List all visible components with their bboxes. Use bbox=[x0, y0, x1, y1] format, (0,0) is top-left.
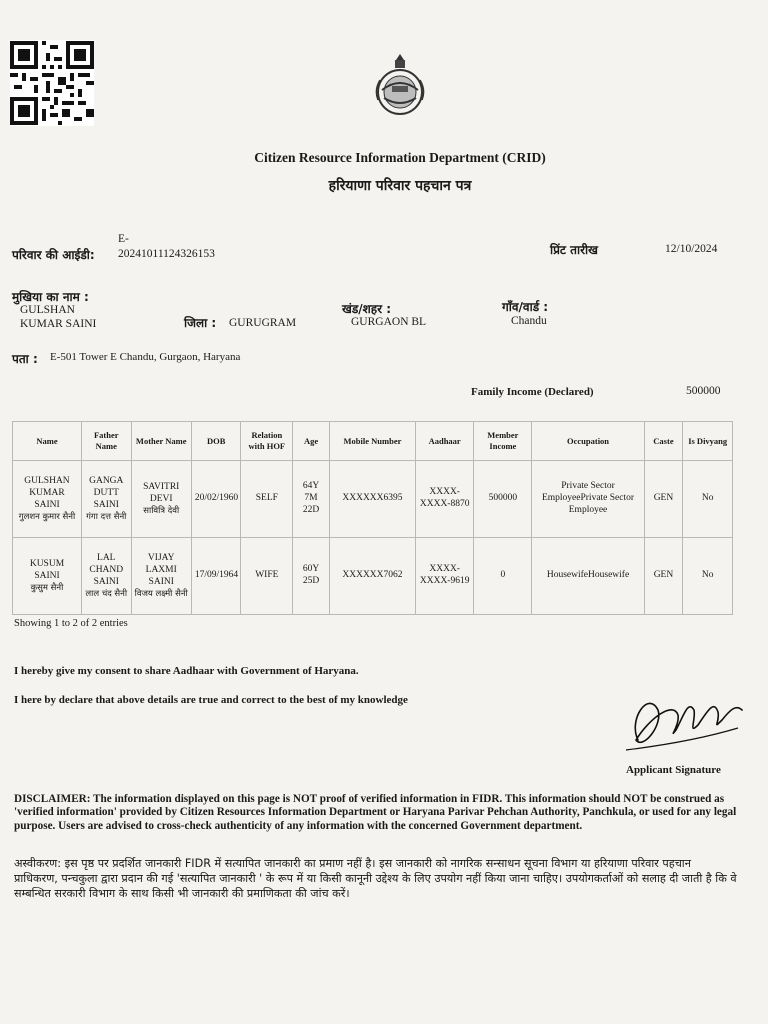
village-value: Chandu bbox=[511, 315, 547, 327]
block-label: खंड/शहर : bbox=[342, 302, 392, 316]
col-header-age: Age bbox=[293, 422, 330, 461]
cell-income: 500000 bbox=[474, 461, 532, 538]
cell-divyang: No bbox=[683, 461, 733, 538]
col-header-occupation: Occupation bbox=[532, 422, 644, 461]
cell-father bbox=[81, 461, 131, 538]
cell-caste: GEN bbox=[644, 461, 683, 538]
district-label: जिला : bbox=[184, 316, 217, 330]
table-row bbox=[13, 461, 733, 538]
cell-age: 60Y 25D bbox=[293, 538, 330, 615]
declaration: I here by declare that above details are true and correct to the best of my knowledge bbox=[14, 694, 408, 706]
print-date-value: 12/10/2024 bbox=[665, 243, 718, 255]
cell-name bbox=[13, 538, 82, 615]
col-header-divyang: Is Divyang bbox=[683, 422, 733, 461]
head-name-label: मुखिया का नाम : bbox=[12, 290, 89, 304]
mother-hi: सावित्रि देवी bbox=[143, 505, 180, 516]
qr-code bbox=[10, 40, 94, 126]
cell-mother bbox=[131, 538, 191, 615]
district-value: GURUGRAM bbox=[229, 317, 297, 329]
cell-relation: WIFE bbox=[241, 538, 293, 615]
document-subtitle: हरियाणा परिवार पहचान पत्र bbox=[328, 178, 472, 194]
cell-aadhaar: XXXX-XXXX-9619 bbox=[416, 538, 474, 615]
family-id-label: परिवार की आईडी: bbox=[12, 248, 95, 262]
col-header-mother: Mother Name bbox=[131, 422, 191, 461]
cell-dob: 17/09/1964 bbox=[191, 538, 241, 615]
name-en: KUSUM SAINI bbox=[29, 558, 65, 581]
mother-en: VIJAY LAXMI SAINI bbox=[145, 552, 177, 587]
col-header-dob: DOB bbox=[191, 422, 241, 461]
cell-mother bbox=[131, 461, 191, 538]
cell-occupation: HousewifeHousewife bbox=[532, 538, 644, 615]
family-income-value: 500000 bbox=[686, 385, 721, 397]
table-header-row bbox=[13, 422, 733, 461]
disclaimer-hi: अस्वीकरण: इस पृष्ठ पर प्रदर्शित जानकारी FIDR में सत्यापित जानकारी का प्रमाण नहीं है। इस जानकारी को नागरिक सन्साधन सूचना विभाग या हरियाणा परिवार पहचान प्राधिकरण, पन्चकुला द्वारा प्रदान की गई 'सत्यापित जानकारी ' के रूप में या किसी कानूनी उद्देश्य के लिए उपयोग नहीं किया जाना चाहिए। उपयोगकर्ताओं को सलाह दी जाती है कि वे सम्बन्धित सरकारी विभाग के साथ किसी भी जानकारी की प्रमाणिकता की जांच करें। bbox=[14, 857, 737, 901]
cell-caste: GEN bbox=[644, 538, 683, 615]
aadhaar-consent: I hereby give my consent to share Aadhaar with Government of Haryana. bbox=[14, 665, 359, 677]
col-header-mobile: Mobile Number bbox=[329, 422, 415, 461]
father-hi: गंगा दत्त सैनी bbox=[86, 511, 127, 522]
cell-occupation: Private Sector EmployeePrivate Sector Employee bbox=[532, 461, 644, 538]
signature-label: Applicant Signature bbox=[626, 764, 721, 776]
cell-age: 64Y 7M 22D bbox=[293, 461, 330, 538]
col-header-income: Member Income bbox=[474, 422, 532, 461]
family-id-value: 20241011124326153 bbox=[118, 248, 215, 260]
address-value: E-501 Tower E Chandu, Gurgaon, Haryana bbox=[50, 351, 241, 363]
cell-aadhaar: XXXX-XXXX-8870 bbox=[416, 461, 474, 538]
col-header-father: Father Name bbox=[81, 422, 131, 461]
cell-divyang: No bbox=[683, 538, 733, 615]
family-income-label: Family Income (Declared) bbox=[471, 386, 594, 398]
haryana-emblem-icon bbox=[368, 50, 432, 118]
cell-income: 0 bbox=[474, 538, 532, 615]
address-label: पता : bbox=[12, 352, 38, 366]
table-row bbox=[13, 538, 733, 615]
mother-hi: विजय लक्ष्मी सैनी bbox=[134, 588, 188, 599]
family-id-prefix: E- bbox=[118, 233, 129, 245]
head-name-line1: GULSHAN bbox=[20, 304, 75, 316]
cell-relation: SELF bbox=[241, 461, 293, 538]
cell-dob: 20/02/1960 bbox=[191, 461, 241, 538]
cell-father bbox=[81, 538, 131, 615]
village-label: गाँव/वार्ड : bbox=[502, 300, 549, 314]
mother-en: SAVITRI DEVI bbox=[143, 481, 180, 504]
cell-mobile: XXXXXX6395 bbox=[329, 461, 415, 538]
col-header-aadhaar: Aadhaar bbox=[416, 422, 474, 461]
members-table bbox=[12, 421, 733, 615]
col-header-relation: Relation with HOF bbox=[241, 422, 293, 461]
head-name-line2: KUMAR SAINI bbox=[20, 318, 97, 330]
cell-mobile: XXXXXX7062 bbox=[329, 538, 415, 615]
print-date-label: प्रिंट तारीख bbox=[550, 243, 598, 257]
father-hi: लाल चंद सैनी bbox=[85, 588, 128, 599]
father-en: LAL CHAND SAINI bbox=[89, 552, 124, 587]
table-entries-info: Showing 1 to 2 of 2 entries bbox=[14, 618, 128, 629]
disclaimer-en: DISCLAIMER: The information displayed on this page is NOT proof of verified information in FIDR. This information should NOT be construed as 'verified information' provided by Citizen Resources Information Department or Haryana Parivar Pehchan Authority, Panchkula, or used for any legal purpose. Users are advised to cross-check authenticity of any information with the concerned Government department. bbox=[14, 793, 737, 832]
name-en: GULSHAN KUMAR SAINI bbox=[24, 475, 70, 510]
document-title: Citizen Resource Information Department (CRID) bbox=[254, 150, 546, 165]
name-hi: गुलशन कुमार सैनी bbox=[18, 511, 76, 522]
name-hi: कुसुम सैनी bbox=[30, 582, 64, 593]
applicant-signature bbox=[618, 680, 748, 760]
col-header-name: Name bbox=[13, 422, 82, 461]
cell-name bbox=[13, 461, 82, 538]
father-en: GANGA DUTT SAINI bbox=[89, 475, 124, 510]
col-header-caste: Caste bbox=[644, 422, 683, 461]
block-value: GURGAON BL bbox=[351, 316, 427, 328]
